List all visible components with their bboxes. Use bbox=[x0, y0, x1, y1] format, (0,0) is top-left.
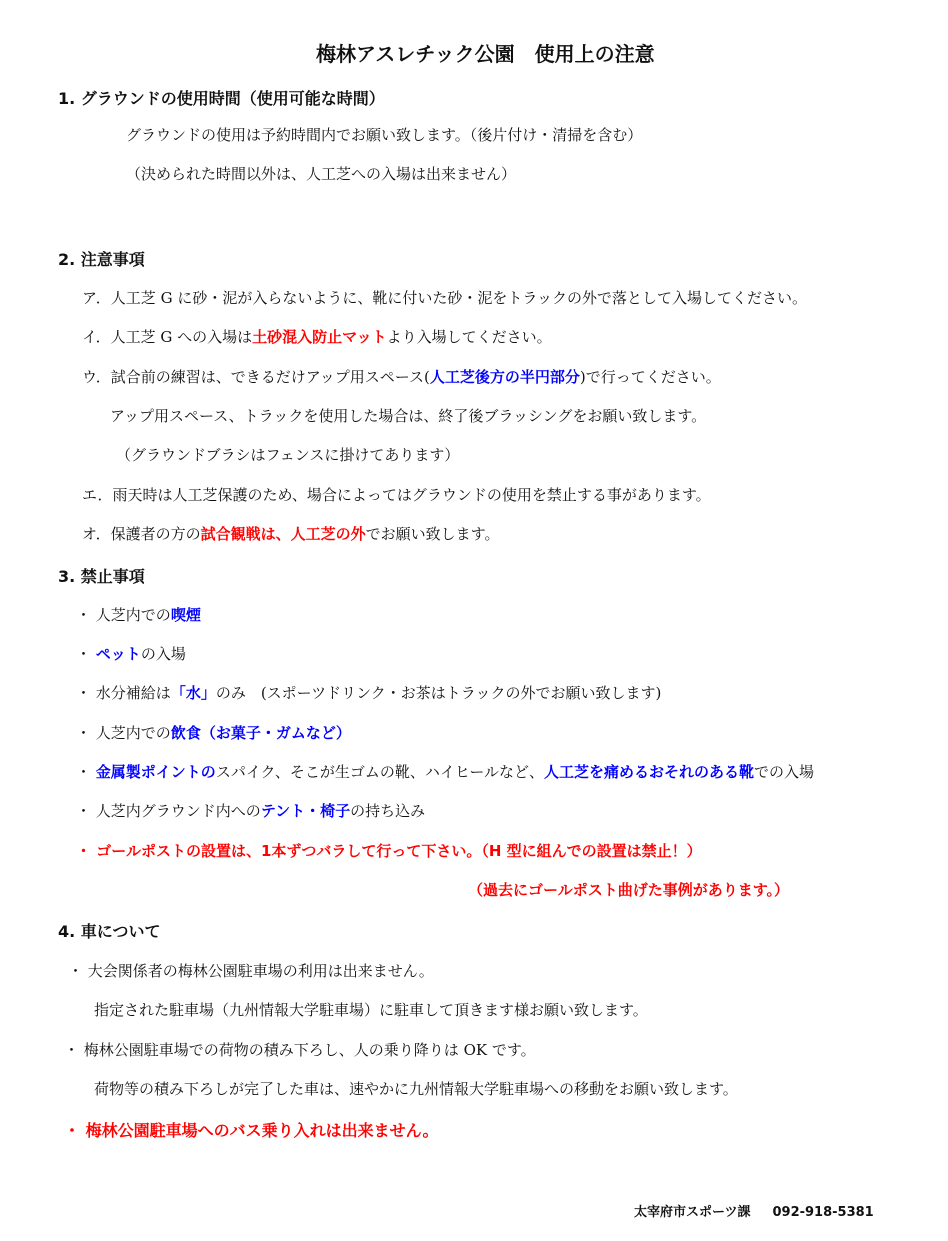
damaging-shoes-highlight: 人工芝を痛めるおそれのある靴 bbox=[544, 763, 755, 781]
tent-chair-highlight: テント・椅子 bbox=[260, 802, 351, 820]
bullet: ・ bbox=[76, 724, 92, 742]
prohibited-item-pets bbox=[76, 643, 186, 664]
section-2-heading: 2. 注意事項 bbox=[58, 250, 145, 269]
notice-item-u-text: ウ．試合前の練習は、できるだけアップ用スペース( bbox=[82, 368, 430, 386]
prohibited-item-smoking bbox=[76, 604, 201, 625]
pet-highlight: ペット bbox=[95, 645, 141, 663]
notice-item-e: エ．雨天時は人工芝保護のため、場合によってはグラウンドの使用を禁止する事があります。 bbox=[82, 486, 711, 504]
car-item-1 bbox=[68, 960, 434, 981]
notice-item-i bbox=[82, 326, 552, 347]
goalpost-warning: ゴールポストの設置は、1本ずつバラして行って下さい。（H 型に組んでの設置は禁止！） bbox=[96, 842, 702, 860]
prohibited-text: 水分補給は bbox=[95, 684, 171, 702]
bullet: ・ bbox=[64, 1041, 80, 1059]
prohibited-item-goalpost bbox=[76, 840, 702, 861]
footer-department: 太宰府市スポーツ課 bbox=[634, 1205, 751, 1220]
footer bbox=[634, 1201, 874, 1220]
goalpost-note: （過去にゴールポスト曲げた事例があります。） bbox=[468, 881, 790, 899]
notice-item-u bbox=[82, 366, 721, 387]
bullet: ・ bbox=[76, 842, 92, 860]
prohibited-text: 人芝内グラウンド内への bbox=[95, 802, 261, 820]
metal-spike-highlight: 金属製ポイントの bbox=[95, 763, 216, 781]
car-item-3 bbox=[64, 1118, 439, 1141]
warmup-area-highlight: 人工芝後方の半円部分 bbox=[429, 368, 580, 386]
section-4-heading: 4. 車について bbox=[58, 922, 161, 941]
prohibited-text: 人芝内での bbox=[95, 606, 171, 624]
bullet: ・ bbox=[64, 1121, 81, 1140]
notice-item-o-end: でお願い致します。 bbox=[365, 525, 500, 543]
notice-item-i-text: イ．人工芝 G への入場は bbox=[82, 328, 253, 346]
bullet: ・ bbox=[76, 802, 92, 820]
notice-item-u-line-2: アップ用スペース、トラックを使用した場合は、終了後ブラッシングをお願い致します。 bbox=[110, 407, 707, 425]
section-1-line-2: （決められた時間以外は、人工芝への入場は出来ません） bbox=[126, 165, 517, 183]
prohibited-item-drinks bbox=[76, 682, 661, 703]
car-item-2-line-2: 荷物等の積み下ろしが完了した車は、速やかに九州情報大学駐車場への移動をお願い致します。 bbox=[94, 1080, 738, 1098]
car-item-2-text: 梅林公園駐車場での荷物の積み下ろし、人の乗り降りは OK です。 bbox=[83, 1041, 536, 1059]
bullet: ・ bbox=[76, 606, 92, 624]
notice-item-u-line-3: （グラウンドブラシはフェンスに掛けてあります） bbox=[116, 446, 460, 464]
section-1-line-1: グラウンドの使用は予約時間内でお願い致します。（後片付け・清掃を含む） bbox=[126, 126, 643, 144]
car-item-2 bbox=[64, 1039, 536, 1060]
mat-highlight: 土砂混入防止マット bbox=[252, 328, 387, 346]
prohibited-text-end: のみ (スポーツドリンク・お茶はトラックの外でお願い致します) bbox=[215, 684, 662, 702]
notice-item-o-text: オ．保護者の方の bbox=[82, 525, 201, 543]
bullet: ・ bbox=[76, 763, 92, 781]
smoking-highlight: 喫煙 bbox=[170, 606, 201, 624]
prohibited-text: の入場 bbox=[140, 645, 186, 663]
car-item-1-line-2: 指定された駐車場（九州情報大学駐車場）に駐車して頂きます様お願い致します。 bbox=[94, 1001, 648, 1019]
prohibited-item-food bbox=[76, 722, 351, 743]
page-title: 梅林アスレチック公園 使用上の注意 bbox=[316, 42, 655, 66]
bus-prohibited-warning: 梅林公園駐車場へのバス乗り入れは出来ません。 bbox=[85, 1121, 439, 1140]
water-highlight: 「水」 bbox=[170, 684, 216, 702]
notice-item-i-end: より入場してください。 bbox=[386, 328, 552, 346]
spectator-highlight: 試合観戦は、人工芝の外 bbox=[200, 525, 366, 543]
prohibited-item-spikes bbox=[76, 761, 814, 782]
bullet: ・ bbox=[76, 645, 92, 663]
food-highlight: 飲食（お菓子・ガムなど） bbox=[170, 724, 351, 742]
bullet: ・ bbox=[76, 684, 92, 702]
notice-item-o bbox=[82, 523, 499, 544]
prohibited-item-tents bbox=[76, 800, 425, 821]
notice-item-a: ア．人工芝 G に砂・泥が入らないように、靴に付いた砂・泥をトラックの外で落として入場してください。 bbox=[82, 289, 808, 307]
prohibited-text: 人芝内での bbox=[95, 724, 171, 742]
bullet: ・ bbox=[68, 962, 84, 980]
prohibited-text-end: の持ち込み bbox=[350, 802, 426, 820]
prohibited-text: スパイク、そこが生ゴムの靴、ハイヒールなど、 bbox=[215, 763, 545, 781]
section-1-heading: 1. グラウンドの使用時間（使用可能な時間） bbox=[58, 89, 385, 108]
section-3-heading: 3. 禁止事項 bbox=[58, 567, 145, 586]
notice-item-u-end: )で行ってください。 bbox=[579, 368, 721, 386]
prohibited-text-end: での入場 bbox=[754, 763, 815, 781]
footer-phone: 092-918-5381 bbox=[772, 1205, 874, 1220]
car-item-1-text: 大会関係者の梅林公園駐車場の利用は出来ません。 bbox=[87, 962, 434, 980]
